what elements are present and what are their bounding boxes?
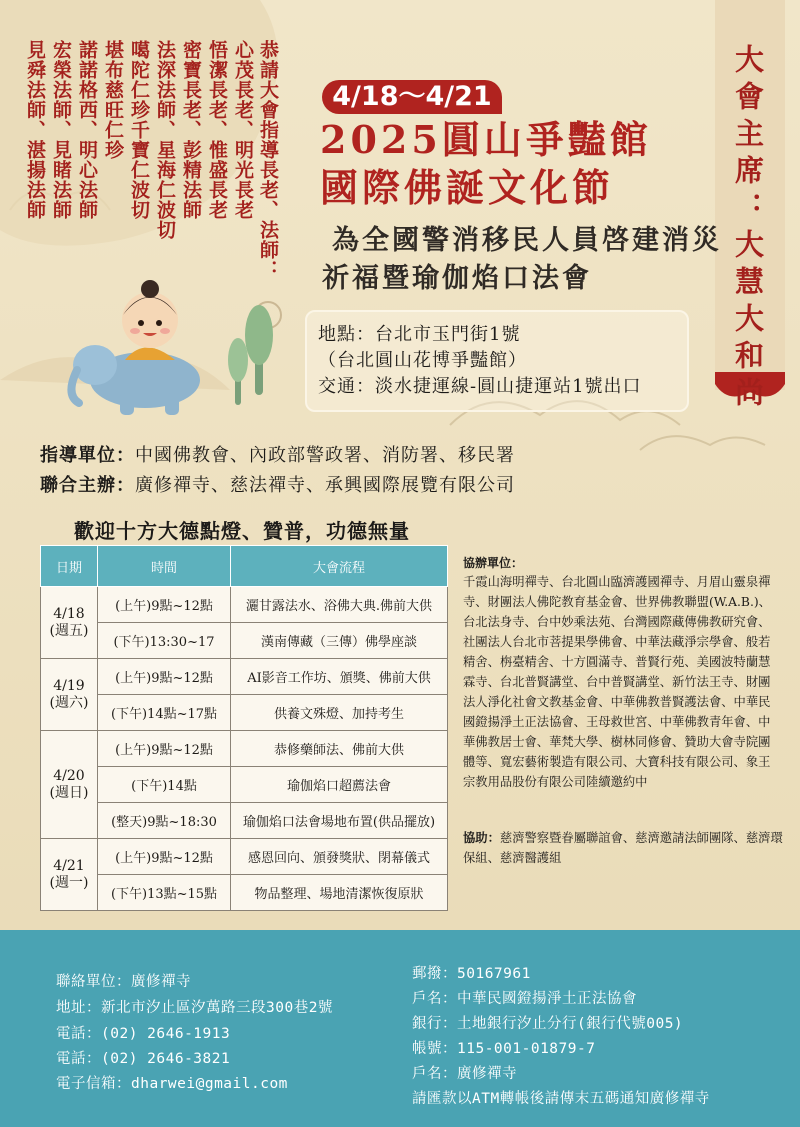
date-text: 4/21 [53, 857, 85, 874]
assist-value: 慈濟警察暨眷屬聯誼會、慈濟邀請法師團隊、慈濟環保組、慈濟醫護組 [463, 831, 783, 865]
chairman-text: 大會主席：大慧大和尚 [731, 44, 765, 414]
table-row [41, 803, 448, 839]
postal-account: 郵撥：50167961 [412, 966, 531, 982]
time-cell: (上午)9點~12點 [98, 659, 231, 695]
transfer-note: 請匯款以ATM轉帳後請傳末五碼通知廣修禪寺 [412, 1091, 710, 1107]
event-cell: 灑甘露法水、浴佛大典.佛前大供 [231, 587, 448, 623]
footer [0, 930, 800, 1127]
time-cell: (整天)9點~18:30 [98, 803, 231, 839]
table-row [41, 767, 448, 803]
event-cell: 瑜伽焰口法會場地布置(供品擺放) [231, 803, 448, 839]
postal-account-name: 戶名：中華民國鐙揚淨土正法協會 [412, 991, 637, 1007]
col-header-event: 大會流程 [231, 546, 448, 587]
weekday-text: (週一) [49, 874, 89, 891]
table-row [41, 731, 448, 767]
event-cell: 瑜伽焰口超薦法會 [231, 767, 448, 803]
table-row [41, 875, 448, 911]
guest-column: 見舜法師、湛揚法師 [24, 40, 46, 220]
date-cell [41, 659, 98, 731]
schedule-table [40, 545, 448, 911]
title-line: 2025圓山爭豔館 [320, 117, 652, 162]
date-badge: 4/18〜4/21 [322, 80, 502, 114]
time-cell: (上午)9點~12點 [98, 587, 231, 623]
date-text: 4/20 [53, 767, 85, 784]
subtitle-line: 為全國警消移民人員啓建消災 [332, 225, 722, 256]
date-text: 4/18 [53, 605, 85, 622]
guest-column: 堪布慈旺仁珍 [102, 40, 124, 160]
time-cell: (下午)13點~15點 [98, 875, 231, 911]
event-cell: AI影音工作坊、頒獎、佛前大供 [231, 659, 448, 695]
location-transport: 交通：淡水捷運線-圓山捷運站1號出口 [318, 376, 642, 397]
bank-name: 銀行：土地銀行汐止分行(銀行代號005) [412, 1016, 684, 1032]
guest-column: 宏榮法師、見睹法師 [50, 40, 72, 220]
page-subtitle [322, 222, 722, 298]
weekday-text: (週六) [49, 694, 89, 711]
contact-unit: 聯絡單位：廣修禪寺 [56, 974, 191, 990]
contact-phone: 電話：(02) 2646-1913 [56, 1026, 231, 1042]
guest-column: 諾諾格西、明心法師 [76, 40, 98, 220]
bank-account-name: 戶名：廣修禪寺 [412, 1066, 517, 1082]
col-header-time: 時間 [98, 546, 231, 587]
page-title [320, 116, 652, 212]
table-row [41, 659, 448, 695]
assist-label: 協助： [463, 830, 500, 845]
child-on-elephant-illustration [65, 275, 285, 425]
weekday-text: (週五) [49, 622, 89, 639]
guest-column: 心茂長老、明光長老 [232, 40, 254, 220]
col-header-date: 日期 [41, 546, 98, 587]
guests-intro: 恭請大會指導長老、法師： [257, 40, 279, 280]
date-cell [41, 587, 98, 659]
contact-address: 地址：新北市汐止區汐萬路三段300巷2號 [56, 1000, 333, 1016]
event-cell: 供養文殊燈、加持考生 [231, 695, 448, 731]
assist-units [463, 828, 783, 868]
table-row [41, 695, 448, 731]
location-address: 地點：台北市玉門街1號 [318, 324, 521, 345]
subtitle-line: 祈福暨瑜伽焰口法會 [322, 263, 592, 294]
guide-label: 指導單位： [40, 445, 135, 466]
title-line: 國際佛誕文化節 [320, 165, 615, 210]
time-cell: (下午)14點~17點 [98, 695, 231, 731]
contact-phone: 電話：(02) 2646-3821 [56, 1051, 231, 1067]
date-text: 4/19 [53, 677, 85, 694]
host-value: 廣修禪寺、慈法禪寺、承興國際展覽有限公司 [135, 475, 515, 496]
bank-account-number: 帳號：115-001-01879-7 [412, 1041, 596, 1057]
welcome-text: 歡迎十方大德點燈、贊普，功德無量 [74, 519, 410, 543]
table-row [41, 587, 448, 623]
event-cell: 感恩回向、頒發獎狀、閉幕儀式 [231, 839, 448, 875]
guide-value: 中國佛教會、內政部警政署、消防署、移民署 [135, 445, 515, 466]
co-organizers-list: 千霞山海明禪寺、台北圓山臨濟護國禪寺、月眉山靈泉禪寺、財團法人佛陀教育基金會、世界佛教聯盟(W.A.B.)、台北法身寺、台中妙乘法苑、台灣國際藏傳佛教研究會、社團法人台北市菩提果學佛會、中華法藏淨宗學會、般若精舍、栴臺精舍、十方圓滿寺、普賢行苑、美國波特蘭慧霖寺、台北普賢講堂、台中普賢講堂、新竹法王寺、財團法人淨化社會文教基金會、中華佛教普賢護法會、中華民國鐙揚淨土正法協會、王母救世宮、中華佛教青年會、中華佛教居士會、華梵大學、樹林同修會、贊助大會寺院團體等、寬宏藝術製造有限公司、大寶科技有限公司、象王宗教用品股份有限公司陸續邀約中 [463, 575, 771, 789]
guest-column: 密寶長老、彭精法師 [180, 40, 202, 220]
event-cell: 物品整理、場地清潔恢復原狀 [231, 875, 448, 911]
guide-units [40, 441, 515, 467]
event-cell: 漢南傳藏（三傳）佛學座談 [231, 623, 448, 659]
guest-column: 法深法師、星海仁波切 [154, 40, 176, 240]
guest-column: 悟潔長老、惟盛長老 [206, 40, 228, 220]
time-cell: (下午)14點 [98, 767, 231, 803]
contact-email[interactable]: 電子信箱：dharwei@gmail.com [56, 1076, 288, 1092]
time-cell: (下午)13:30~17 [98, 623, 231, 659]
table-row [41, 839, 448, 875]
date-cell [41, 839, 98, 911]
date-cell [41, 731, 98, 839]
host-units [40, 471, 515, 497]
co-organizers-label: 協辦單位： [463, 556, 524, 570]
location-venue: （台北圓山花博爭豔館） [318, 350, 527, 371]
table-header-row [41, 546, 448, 587]
time-cell: (上午)9點~12點 [98, 839, 231, 875]
weekday-text: (週日) [49, 784, 89, 801]
event-cell: 恭修藥師法、佛前大供 [231, 731, 448, 767]
table-row [41, 623, 448, 659]
guest-column: 噶陀仁珍千寶仁波切 [128, 40, 150, 220]
host-label: 聯合主辦： [40, 475, 135, 496]
time-cell: (上午)9點~12點 [98, 731, 231, 767]
